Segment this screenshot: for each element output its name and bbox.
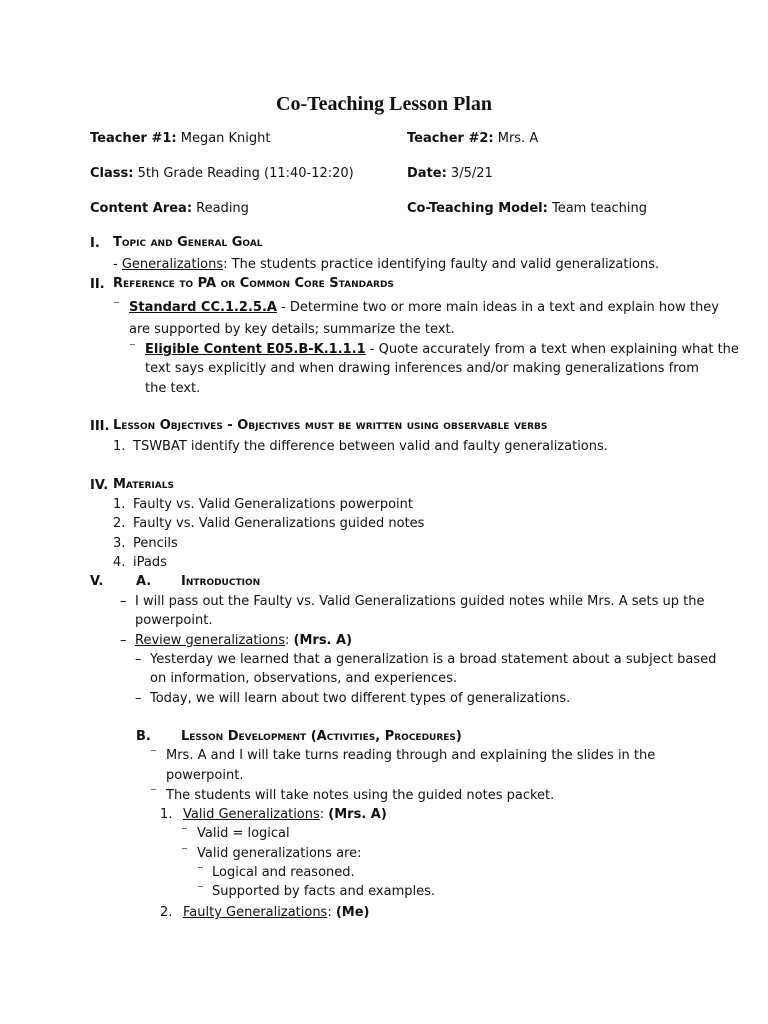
- section-3-number: III.: [90, 419, 110, 434]
- co-teaching-model-label: Co-Teaching Model:: [407, 201, 548, 216]
- valid-colon: :: [319, 807, 329, 822]
- faulty-term: Faulty Generalizations: [183, 905, 328, 920]
- step-number: 2.: [160, 905, 173, 920]
- eligible-content-text: - Quote accurately from a text when explaining what the: [365, 342, 739, 357]
- material-number: 2.: [113, 516, 126, 531]
- standard-line-1: [129, 301, 719, 314]
- dash: –: [120, 633, 127, 648]
- objective-text: TSWBAT identify the difference between valid and faulty generalizations.: [133, 439, 608, 454]
- content-area-field: [90, 202, 249, 215]
- valid-point-2a: Logical and reasoned.: [212, 865, 355, 880]
- co-teaching-model-value: Team teaching: [547, 201, 648, 216]
- dash: –: [120, 594, 127, 609]
- bullet: ⁻: [150, 785, 157, 800]
- section-3-heading: Lesson Objectives - Objectives must be written using observable verbs: [113, 418, 548, 433]
- goal-text: : The students practice identifying faulty and valid generalizations.: [223, 257, 660, 272]
- review-term: Review generalizations: [135, 633, 286, 648]
- bullet: ⁻: [150, 746, 157, 761]
- teacher2-value: Mrs. A: [493, 131, 539, 146]
- bullet: ⁻: [197, 882, 204, 897]
- valid-point-2: Valid generalizations are:: [197, 846, 362, 861]
- bullet: ⁻: [197, 863, 204, 878]
- standard-line-2: are supported by key details; summarize the text.: [129, 322, 455, 337]
- development-line-2: powerpoint.: [166, 768, 244, 783]
- subsection-b-label: B.: [136, 729, 151, 744]
- teacher1-label: Teacher #1:: [90, 131, 177, 146]
- review-sub-1-line-2: on information, observations, and experiences.: [150, 671, 458, 686]
- section-1-goal: [113, 258, 659, 271]
- introduction-heading: Introduction: [181, 574, 261, 589]
- step-number: 1.: [160, 807, 173, 822]
- teacher2-label: Teacher #2:: [407, 131, 494, 146]
- faulty-colon: :: [327, 905, 336, 920]
- date-value: 3/5/21: [446, 166, 493, 181]
- lesson-development-heading: Lesson Development (Activities, Procedures): [181, 729, 462, 744]
- intro-line-1: I will pass out the Faulty vs. Valid Generalizations guided notes while Mrs. A sets up the: [135, 594, 705, 609]
- teacher1-value: Megan Knight: [176, 131, 271, 146]
- development-line-3: The students will take notes using the guided notes packet.: [166, 788, 555, 803]
- section-2-heading: Reference to PA or Common Core Standards: [113, 276, 394, 291]
- review-colon: :: [285, 633, 294, 648]
- valid-who: (Mrs. A): [328, 807, 387, 822]
- material-item: Faulty vs. Valid Generalizations guided notes: [133, 516, 425, 531]
- section-1-number: I.: [90, 236, 100, 251]
- valid-term: Valid Generalizations: [183, 807, 320, 822]
- intro-line-2: powerpoint.: [135, 613, 213, 628]
- dash: –: [135, 652, 142, 667]
- material-number: 1.: [113, 497, 126, 512]
- eligible-content-line-2: text says explicitly and when drawing inferences and/or making generalizations from: [145, 361, 699, 376]
- class-field: [90, 167, 354, 180]
- subsection-a-label: A.: [136, 574, 152, 589]
- date-field: [407, 167, 493, 180]
- development-line-1: Mrs. A and I will take turns reading through and explaining the slides in the: [166, 748, 656, 763]
- material-item: iPads: [133, 555, 167, 570]
- valid-generalizations-step: [183, 808, 387, 821]
- material-number: 4.: [113, 555, 126, 570]
- goal-term: Generalizations: [121, 257, 224, 272]
- teacher1-field: [90, 132, 271, 145]
- section-4-heading: Materials: [113, 477, 174, 492]
- standard-text: - Determine two or more main ideas in a text and explain how they: [276, 300, 719, 315]
- content-area-label: Content Area:: [90, 201, 193, 216]
- page-title: Co-Teaching Lesson Plan: [276, 93, 492, 115]
- bullet: ⁻: [129, 340, 136, 355]
- eligible-content-line-1: [145, 343, 739, 356]
- faulty-generalizations-step: [183, 906, 370, 919]
- class-label: Class:: [90, 166, 134, 181]
- dash: -: [113, 257, 118, 272]
- eligible-content-line-3: the text.: [145, 381, 201, 396]
- review-sub-2: Today, we will learn about two different types of generalizations.: [150, 691, 571, 706]
- review-who: (Mrs. A): [293, 633, 353, 648]
- section-2-number: II.: [90, 277, 105, 292]
- eligible-content-label: Eligible Content E05.B-K.1.1.1: [145, 342, 366, 357]
- bullet: ⁻: [181, 844, 188, 859]
- review-line: [135, 634, 352, 647]
- co-teaching-model-field: [407, 202, 647, 215]
- review-sub-1-line-1: Yesterday we learned that a generalization is a broad statement about a subject based: [150, 652, 717, 667]
- section-1-heading: Topic and General Goal: [113, 235, 263, 250]
- standard-label: Standard CC.1.2.5.A: [129, 300, 277, 315]
- valid-point-1: Valid = logical: [197, 826, 290, 841]
- material-number: 3.: [113, 536, 126, 551]
- bullet: ⁻: [181, 824, 188, 839]
- valid-point-2b: Supported by facts and examples.: [212, 884, 435, 899]
- dash: –: [135, 691, 142, 706]
- bullet: ⁻: [113, 298, 120, 313]
- objective-number: 1.: [113, 439, 126, 454]
- content-area-value: Reading: [192, 201, 249, 216]
- faulty-who: (Me): [335, 905, 370, 920]
- date-label: Date:: [407, 166, 447, 181]
- section-5-number: V.: [90, 574, 104, 589]
- teacher2-field: [407, 132, 538, 145]
- material-item: Pencils: [133, 536, 178, 551]
- material-item: Faulty vs. Valid Generalizations powerpoint: [133, 497, 413, 512]
- class-value: 5th Grade Reading (11:40-12:20): [133, 166, 354, 181]
- section-4-number: IV.: [90, 478, 109, 493]
